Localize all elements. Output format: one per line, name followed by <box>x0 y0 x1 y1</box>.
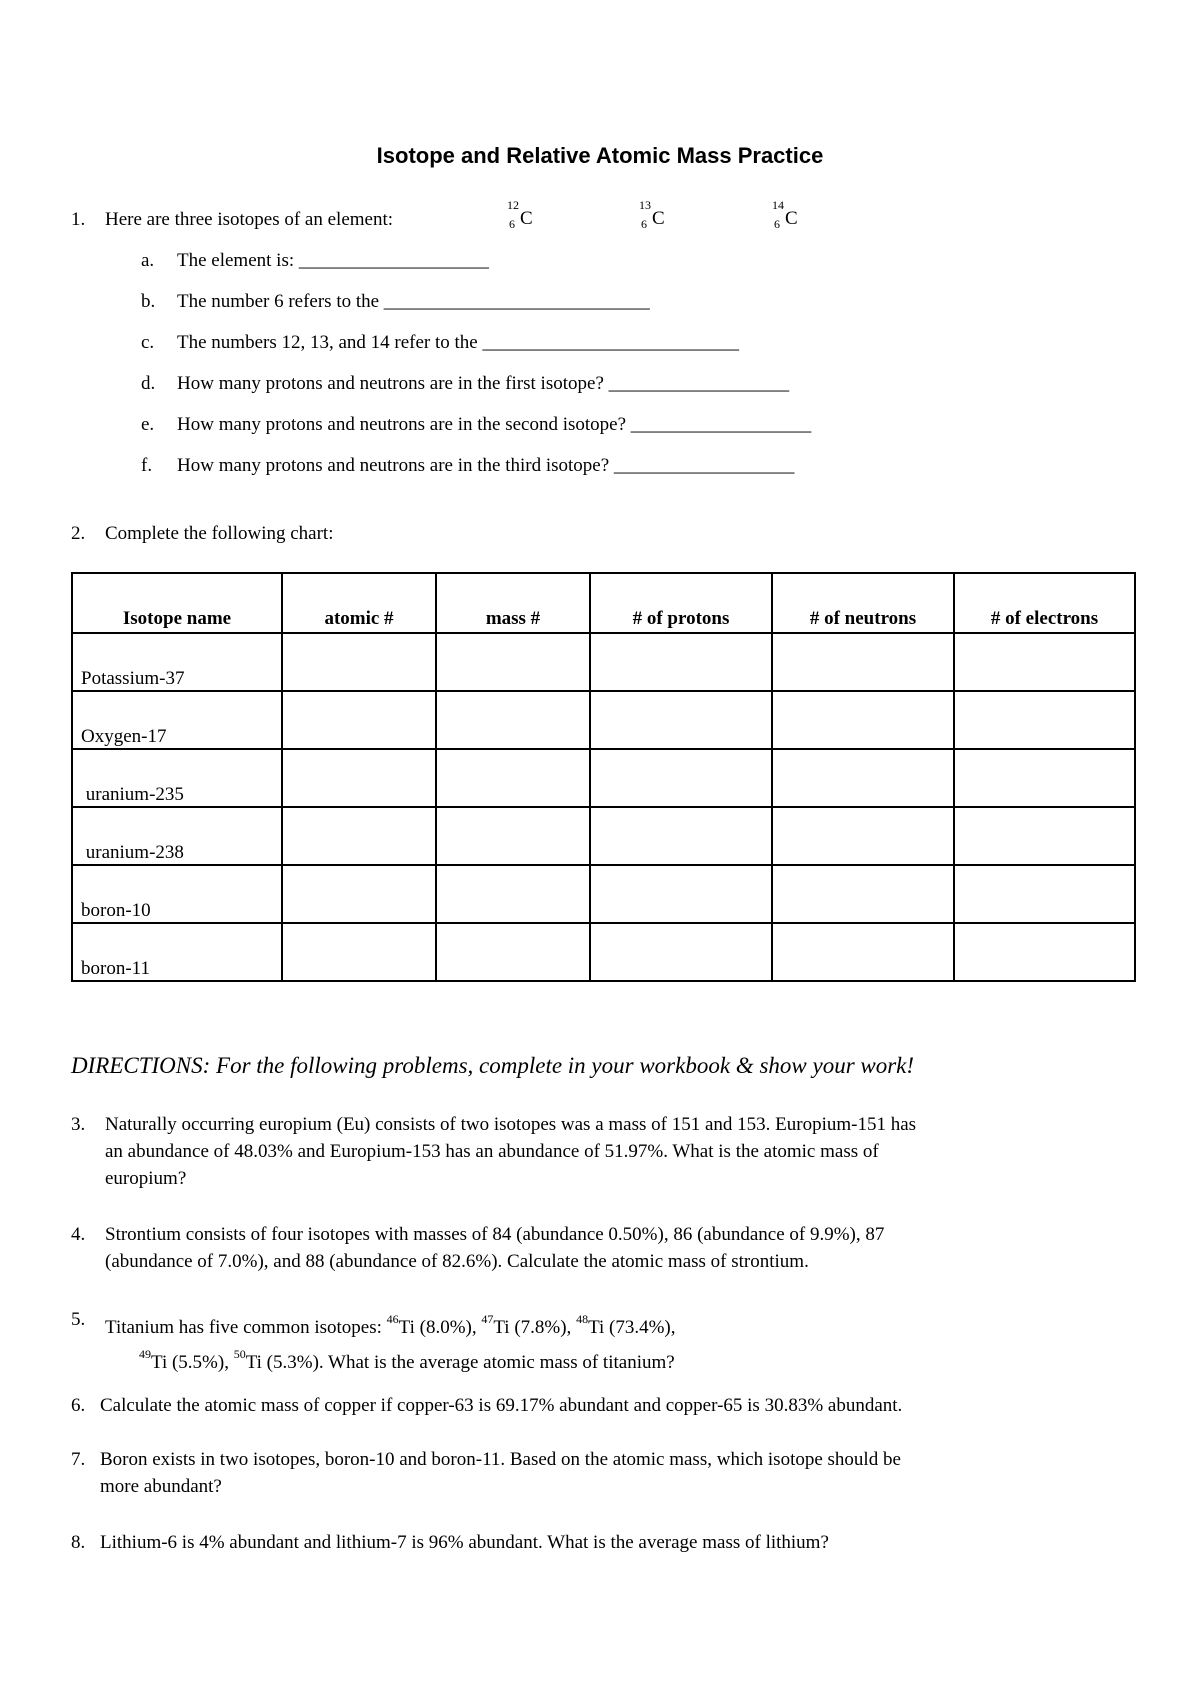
column-header: mass # <box>436 573 590 633</box>
table-row <box>72 865 1135 923</box>
answer-cell[interactable] <box>436 633 590 691</box>
answer-cell[interactable] <box>436 865 590 923</box>
column-header: Isotope name <box>72 573 282 633</box>
isotope-name-cell: Oxygen-17 <box>72 691 282 749</box>
answer-cell[interactable] <box>436 749 590 807</box>
answer-cell[interactable] <box>282 807 436 865</box>
answer-cell[interactable] <box>282 749 436 807</box>
isotope-name-cell: uranium-235 <box>72 749 282 807</box>
answer-cell[interactable] <box>282 865 436 923</box>
blank-line[interactable]: How many protons and neutrons are in the second isotope? ___________________ <box>177 414 812 435</box>
answer-cell[interactable] <box>772 865 954 923</box>
blank-line[interactable]: The number 6 refers to the ____________________________ <box>177 291 650 312</box>
table-row <box>72 749 1135 807</box>
answer-cell[interactable] <box>954 691 1135 749</box>
table-row <box>72 633 1135 691</box>
answer-cell[interactable] <box>282 691 436 749</box>
answer-cell[interactable] <box>772 923 954 981</box>
answer-cell[interactable] <box>772 749 954 807</box>
blank-line[interactable]: The numbers 12, 13, and 14 refer to the ___________________________ <box>177 332 739 353</box>
question-text: Here are three isotopes of an element: <box>105 209 394 230</box>
answer-cell[interactable] <box>282 923 436 981</box>
column-header: atomic # <box>282 573 436 633</box>
blank-line[interactable]: How many protons and neutrons are in the first isotope? ___________________ <box>177 373 790 394</box>
answer-cell[interactable] <box>772 633 954 691</box>
answer-cell[interactable] <box>436 923 590 981</box>
isotope-chart <box>71 572 1136 982</box>
table-header-row <box>72 573 1135 633</box>
answer-cell[interactable] <box>954 865 1135 923</box>
blank-line[interactable]: How many protons and neutrons are in the third isotope? ___________________ <box>177 455 795 476</box>
isotope-name-cell: boron-10 <box>72 865 282 923</box>
table-row <box>72 807 1135 865</box>
directions-heading: DIRECTIONS: For the following problems, complete in your workbook & show your work! <box>71 1053 915 1078</box>
answer-cell[interactable] <box>282 633 436 691</box>
answer-cell[interactable] <box>590 923 772 981</box>
column-header: # of neutrons <box>772 573 954 633</box>
table-row <box>72 691 1135 749</box>
answer-cell[interactable] <box>590 807 772 865</box>
isotope-name-cell: uranium-238 <box>72 807 282 865</box>
answer-cell[interactable] <box>954 749 1135 807</box>
blank-line[interactable]: The element is: ____________________ <box>177 250 489 271</box>
isotope-name-cell: boron-11 <box>72 923 282 981</box>
answer-cell[interactable] <box>954 923 1135 981</box>
answer-cell[interactable] <box>590 865 772 923</box>
answer-cell[interactable] <box>954 633 1135 691</box>
answer-cell[interactable] <box>590 691 772 749</box>
answer-cell[interactable] <box>954 807 1135 865</box>
answer-cell[interactable] <box>772 807 954 865</box>
question-number: 1. <box>71 209 86 230</box>
answer-cell[interactable] <box>590 749 772 807</box>
answer-cell[interactable] <box>436 691 590 749</box>
table-row <box>72 923 1135 981</box>
isotope-name-cell: Potassium-37 <box>72 633 282 691</box>
column-header: # of electrons <box>954 573 1135 633</box>
answer-cell[interactable] <box>772 691 954 749</box>
column-header: # of protons <box>590 573 772 633</box>
answer-cell[interactable] <box>436 807 590 865</box>
page-title: Isotope and Relative Atomic Mass Practice <box>376 143 824 168</box>
answer-cell[interactable] <box>590 633 772 691</box>
